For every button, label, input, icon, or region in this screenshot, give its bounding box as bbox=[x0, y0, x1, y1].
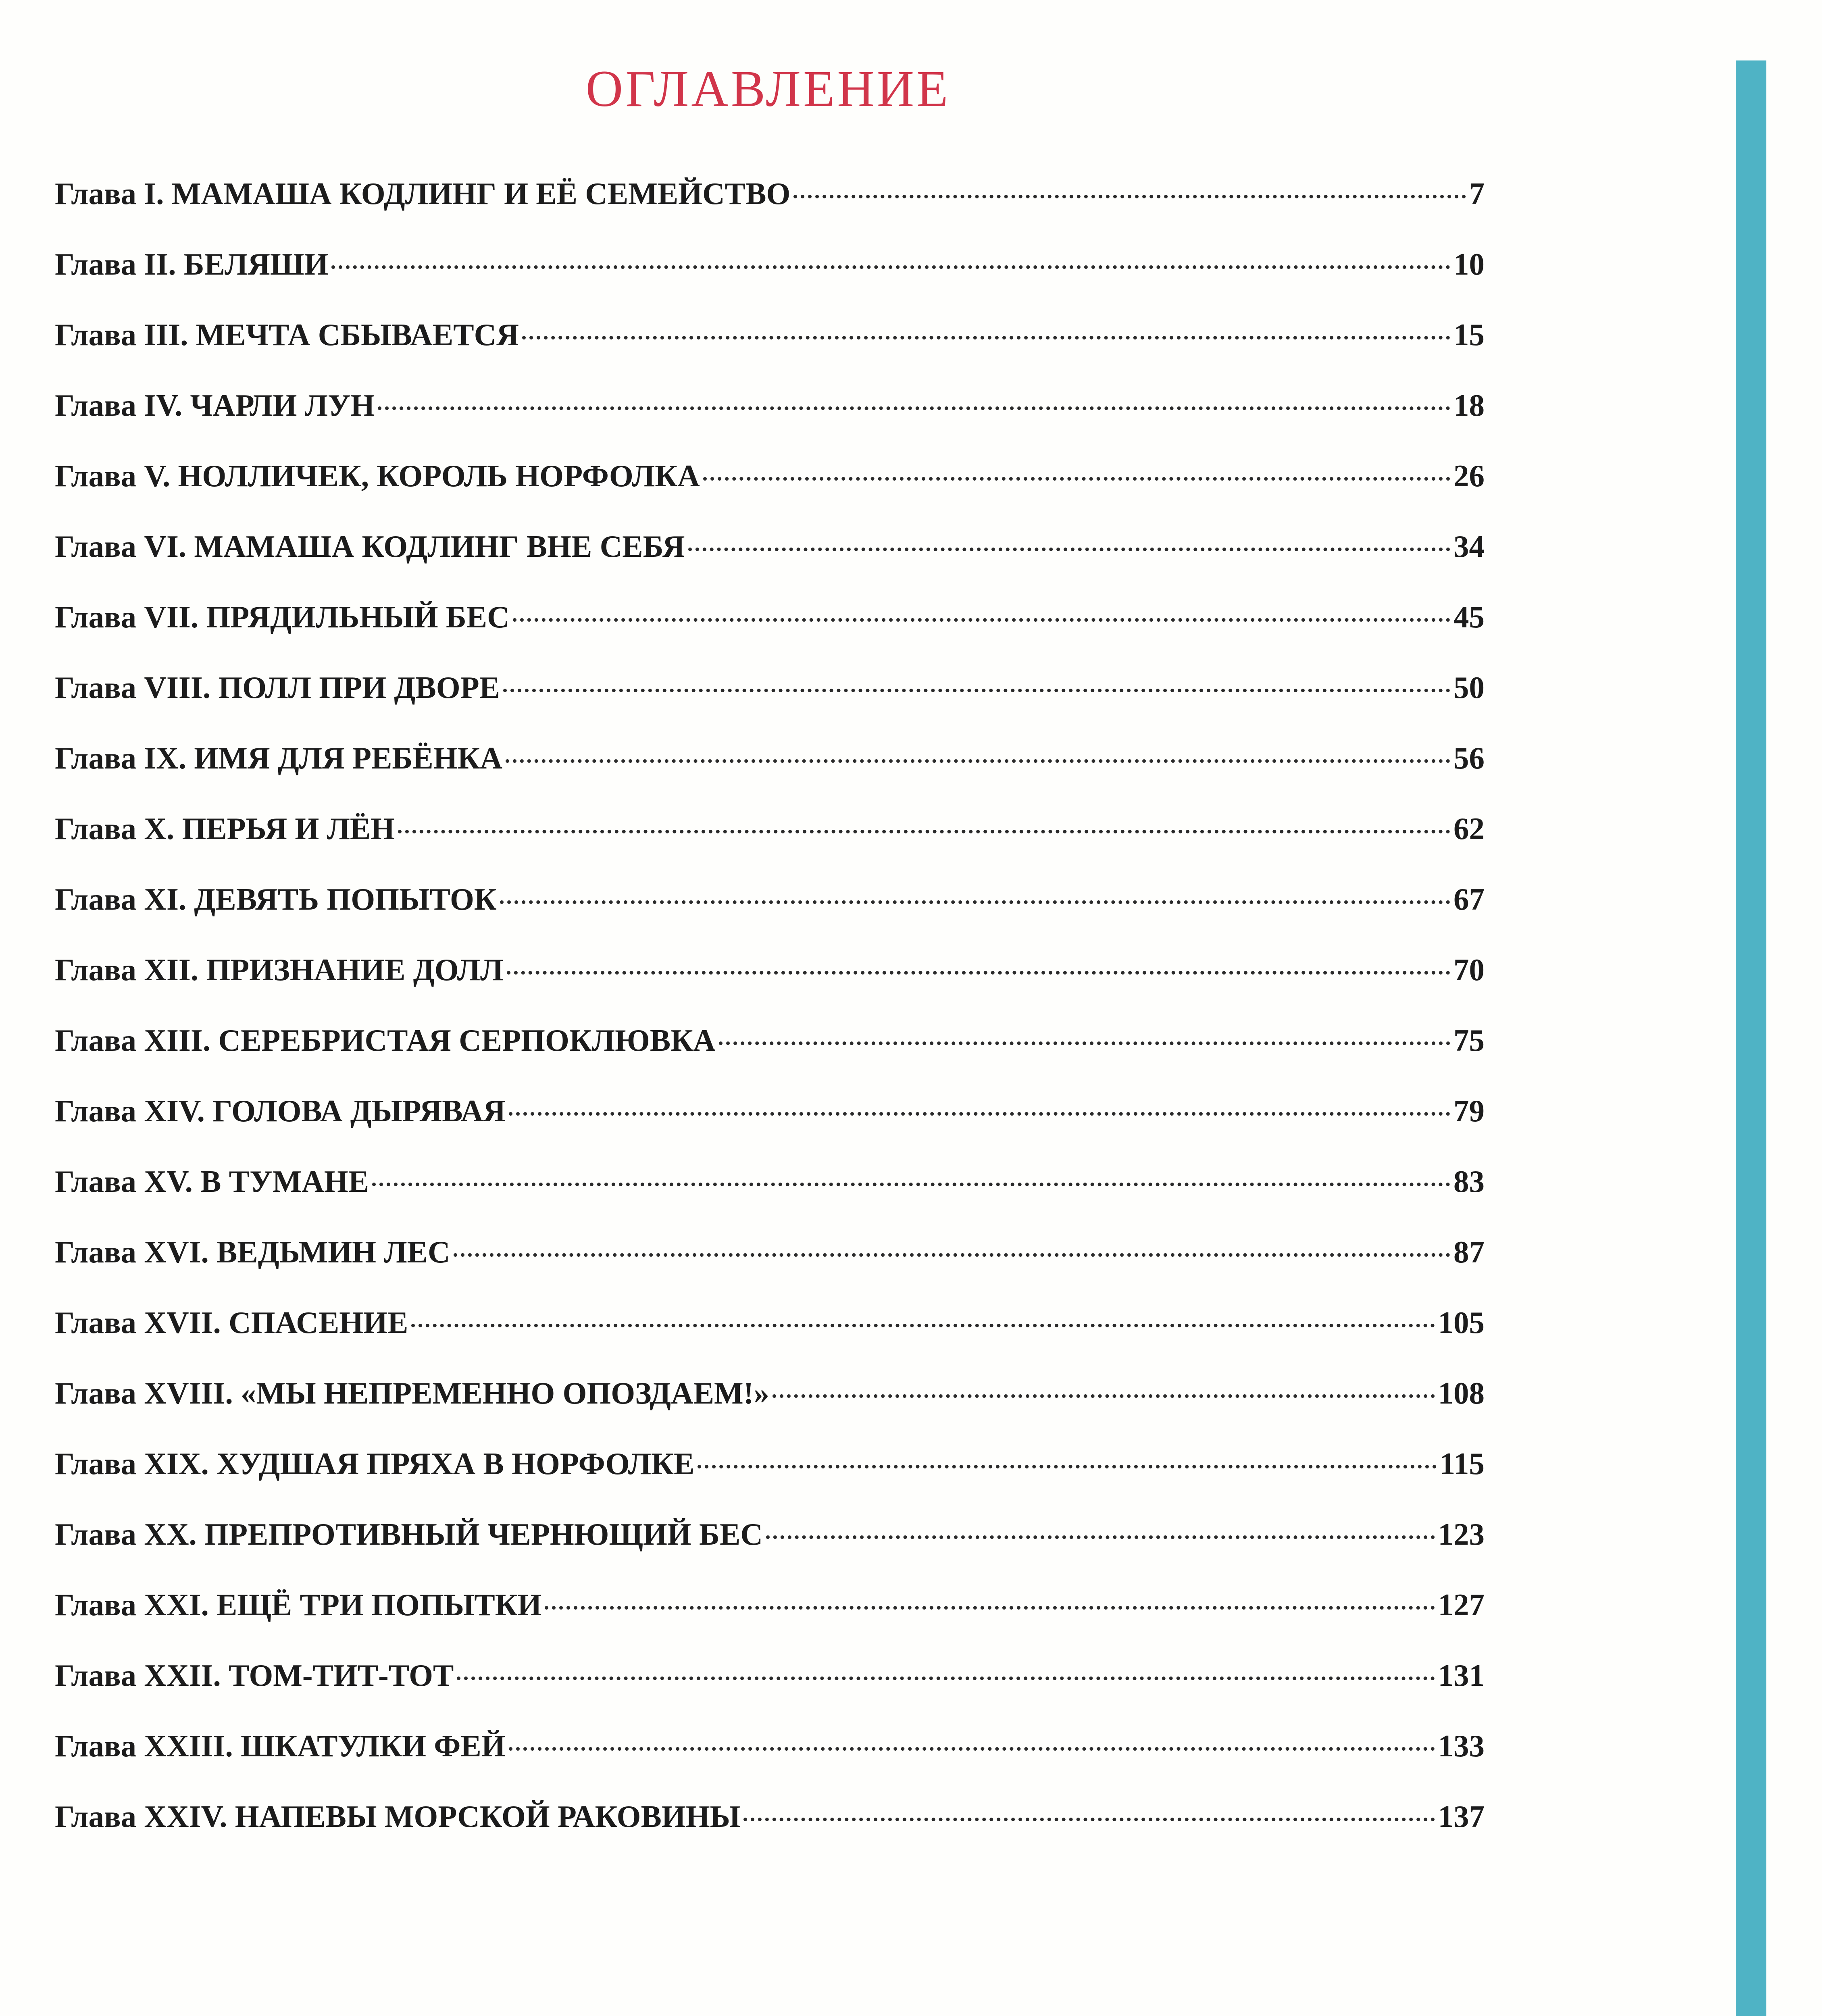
page-title: ОГЛАВЛЕНИЕ bbox=[585, 60, 951, 117]
toc-entry-title: Глава IV. ЧАРЛИ ЛУН bbox=[55, 388, 375, 423]
toc-entry-title: Глава XIX. ХУДШАЯ ПРЯХА В НОРФОЛКЕ bbox=[55, 1446, 695, 1481]
toc-entry-title: Глава XIV. ГОЛОВА ДЫРЯВАЯ bbox=[55, 1093, 506, 1128]
dot-leader bbox=[507, 971, 1450, 975]
dot-leader bbox=[506, 759, 1450, 763]
toc-entry[interactable] bbox=[55, 1087, 1485, 1157]
toc-entry-title: Глава VIII. ПОЛЛ ПРИ ДВОРЕ bbox=[55, 670, 500, 705]
toc-entry-page-number: 137 bbox=[1438, 1799, 1485, 1834]
toc-entry-page-number: 87 bbox=[1453, 1235, 1485, 1269]
dot-leader bbox=[509, 1112, 1450, 1116]
toc-entry-title: Глава I. МАМАША КОДЛИНГ И ЕЁ СЕМЕЙСТВО bbox=[55, 176, 791, 211]
dot-leader bbox=[743, 1818, 1435, 1821]
toc-entry-page-number: 10 bbox=[1453, 247, 1485, 281]
dot-leader bbox=[766, 1535, 1435, 1539]
toc-entry-page-number: 50 bbox=[1453, 670, 1485, 705]
toc-entry-title: Глава XV. В ТУМАНЕ bbox=[55, 1164, 369, 1199]
toc-entry-page-number: 56 bbox=[1453, 741, 1485, 775]
toc-entry[interactable] bbox=[55, 1792, 1485, 1863]
dot-leader bbox=[793, 195, 1466, 198]
toc-entry-title: Глава X. ПЕРЬЯ И ЛЁН bbox=[55, 811, 395, 846]
toc-entry[interactable] bbox=[55, 734, 1485, 804]
toc-entry-title: Глава XX. ПРЕПРОТИВНЫЙ ЧЕРНЮЩИЙ БЕС bbox=[55, 1517, 763, 1552]
dot-leader bbox=[513, 618, 1450, 622]
toc-entry-title: Глава VI. МАМАША КОДЛИНГ ВНЕ СЕБЯ bbox=[55, 529, 685, 564]
toc-entry-title: Глава V. НОЛЛИЧЕК, КОРОЛЬ НОРФОЛКА bbox=[55, 458, 700, 493]
toc-entry-page-number: 79 bbox=[1453, 1093, 1485, 1128]
dot-leader bbox=[688, 548, 1450, 551]
dot-leader bbox=[500, 900, 1450, 904]
dot-leader bbox=[457, 1677, 1435, 1680]
toc-entry-title: Глава XI. ДЕВЯТЬ ПОПЫТОК bbox=[55, 882, 497, 916]
dot-leader bbox=[378, 406, 1450, 410]
toc-entry-page-number: 127 bbox=[1438, 1587, 1485, 1622]
dot-leader bbox=[503, 689, 1450, 692]
toc-entry[interactable] bbox=[55, 1722, 1485, 1792]
toc-entry[interactable] bbox=[55, 1651, 1485, 1722]
toc-entry[interactable] bbox=[55, 1581, 1485, 1651]
toc-entry-title: Глава XXIV. НАПЕВЫ МОРСКОЙ РАКОВИНЫ bbox=[55, 1799, 741, 1834]
dot-leader bbox=[411, 1324, 1435, 1327]
toc-entry-page-number: 115 bbox=[1439, 1446, 1485, 1481]
dot-leader bbox=[522, 336, 1450, 339]
table-of-contents bbox=[55, 169, 1485, 1863]
toc-entry[interactable] bbox=[55, 1228, 1485, 1298]
toc-entry[interactable] bbox=[55, 240, 1485, 310]
toc-entry-page-number: 108 bbox=[1438, 1376, 1485, 1410]
toc-entry[interactable] bbox=[55, 1510, 1485, 1581]
toc-entry-page-number: 18 bbox=[1453, 388, 1485, 423]
toc-entry-page-number: 26 bbox=[1453, 458, 1485, 493]
toc-entry-title: Глава XVII. СПАСЕНИЕ bbox=[55, 1305, 408, 1340]
toc-entry-page-number: 105 bbox=[1438, 1305, 1485, 1340]
toc-entry[interactable] bbox=[55, 804, 1485, 875]
toc-entry-page-number: 75 bbox=[1453, 1023, 1485, 1058]
dot-leader bbox=[545, 1606, 1435, 1610]
toc-entry-page-number: 7 bbox=[1469, 176, 1485, 211]
toc-entry-page-number: 133 bbox=[1438, 1729, 1485, 1763]
toc-entry[interactable] bbox=[55, 452, 1485, 522]
toc-entry[interactable] bbox=[55, 1016, 1485, 1087]
toc-entry[interactable] bbox=[55, 1298, 1485, 1369]
toc-entry-title: Глава XVI. ВЕДЬМИН ЛЕС bbox=[55, 1235, 450, 1269]
toc-entry-title: Глава XXIII. ШКАТУЛКИ ФЕЙ bbox=[55, 1729, 506, 1763]
toc-entry-title: Глава II. БЕЛЯШИ bbox=[55, 247, 329, 281]
toc-entry-title: Глава XXII. ТОМ-ТИТ-ТОТ bbox=[55, 1658, 454, 1693]
toc-entry-title: Глава XII. ПРИЗНАНИЕ ДОЛЛ bbox=[55, 952, 504, 987]
toc-entry[interactable] bbox=[55, 522, 1485, 593]
toc-entry-title: Глава VII. ПРЯДИЛЬНЫЙ БЕС bbox=[55, 600, 510, 634]
toc-entry-page-number: 45 bbox=[1453, 600, 1485, 634]
dot-leader bbox=[454, 1253, 1450, 1257]
toc-entry-page-number: 83 bbox=[1453, 1164, 1485, 1199]
toc-entry[interactable] bbox=[55, 946, 1485, 1016]
toc-entry[interactable] bbox=[55, 875, 1485, 946]
dot-leader bbox=[372, 1183, 1450, 1186]
toc-entry[interactable] bbox=[55, 593, 1485, 663]
toc-entry-page-number: 67 bbox=[1453, 882, 1485, 916]
toc-entry-page-number: 15 bbox=[1453, 317, 1485, 352]
dot-leader bbox=[509, 1747, 1435, 1751]
toc-entry[interactable] bbox=[55, 381, 1485, 452]
dot-leader bbox=[773, 1394, 1435, 1398]
toc-entry-page-number: 131 bbox=[1438, 1658, 1485, 1693]
toc-entry-title: Глава IX. ИМЯ ДЛЯ РЕБЁНКА bbox=[55, 741, 503, 775]
toc-entry-title: Глава XIII. СЕРЕБРИСТАЯ СЕРПОКЛЮВКА bbox=[55, 1023, 716, 1058]
dot-leader bbox=[398, 830, 1450, 833]
toc-entry-title: Глава III. МЕЧТА СБЫВАЕТСЯ bbox=[55, 317, 519, 352]
toc-entry[interactable] bbox=[55, 663, 1485, 734]
dot-leader bbox=[719, 1041, 1450, 1045]
toc-entry[interactable] bbox=[55, 1439, 1485, 1510]
decorative-frame-right bbox=[1736, 60, 1766, 2016]
toc-entry-page-number: 123 bbox=[1438, 1517, 1485, 1552]
toc-entry[interactable] bbox=[55, 1369, 1485, 1439]
toc-entry[interactable] bbox=[55, 310, 1485, 381]
dot-leader bbox=[698, 1465, 1436, 1468]
toc-entry[interactable] bbox=[55, 1157, 1485, 1228]
toc-entry-page-number: 34 bbox=[1453, 529, 1485, 564]
toc-entry-title: Глава XXI. ЕЩЁ ТРИ ПОПЫТКИ bbox=[55, 1587, 542, 1622]
toc-entry-page-number: 62 bbox=[1453, 811, 1485, 846]
toc-entry[interactable] bbox=[55, 169, 1485, 240]
dot-leader bbox=[703, 477, 1450, 481]
toc-entry-title: Глава XVIII. «МЫ НЕПРЕМЕННО ОПОЗДАЕМ!» bbox=[55, 1376, 769, 1410]
toc-entry-page-number: 70 bbox=[1453, 952, 1485, 987]
dot-leader bbox=[331, 265, 1450, 269]
